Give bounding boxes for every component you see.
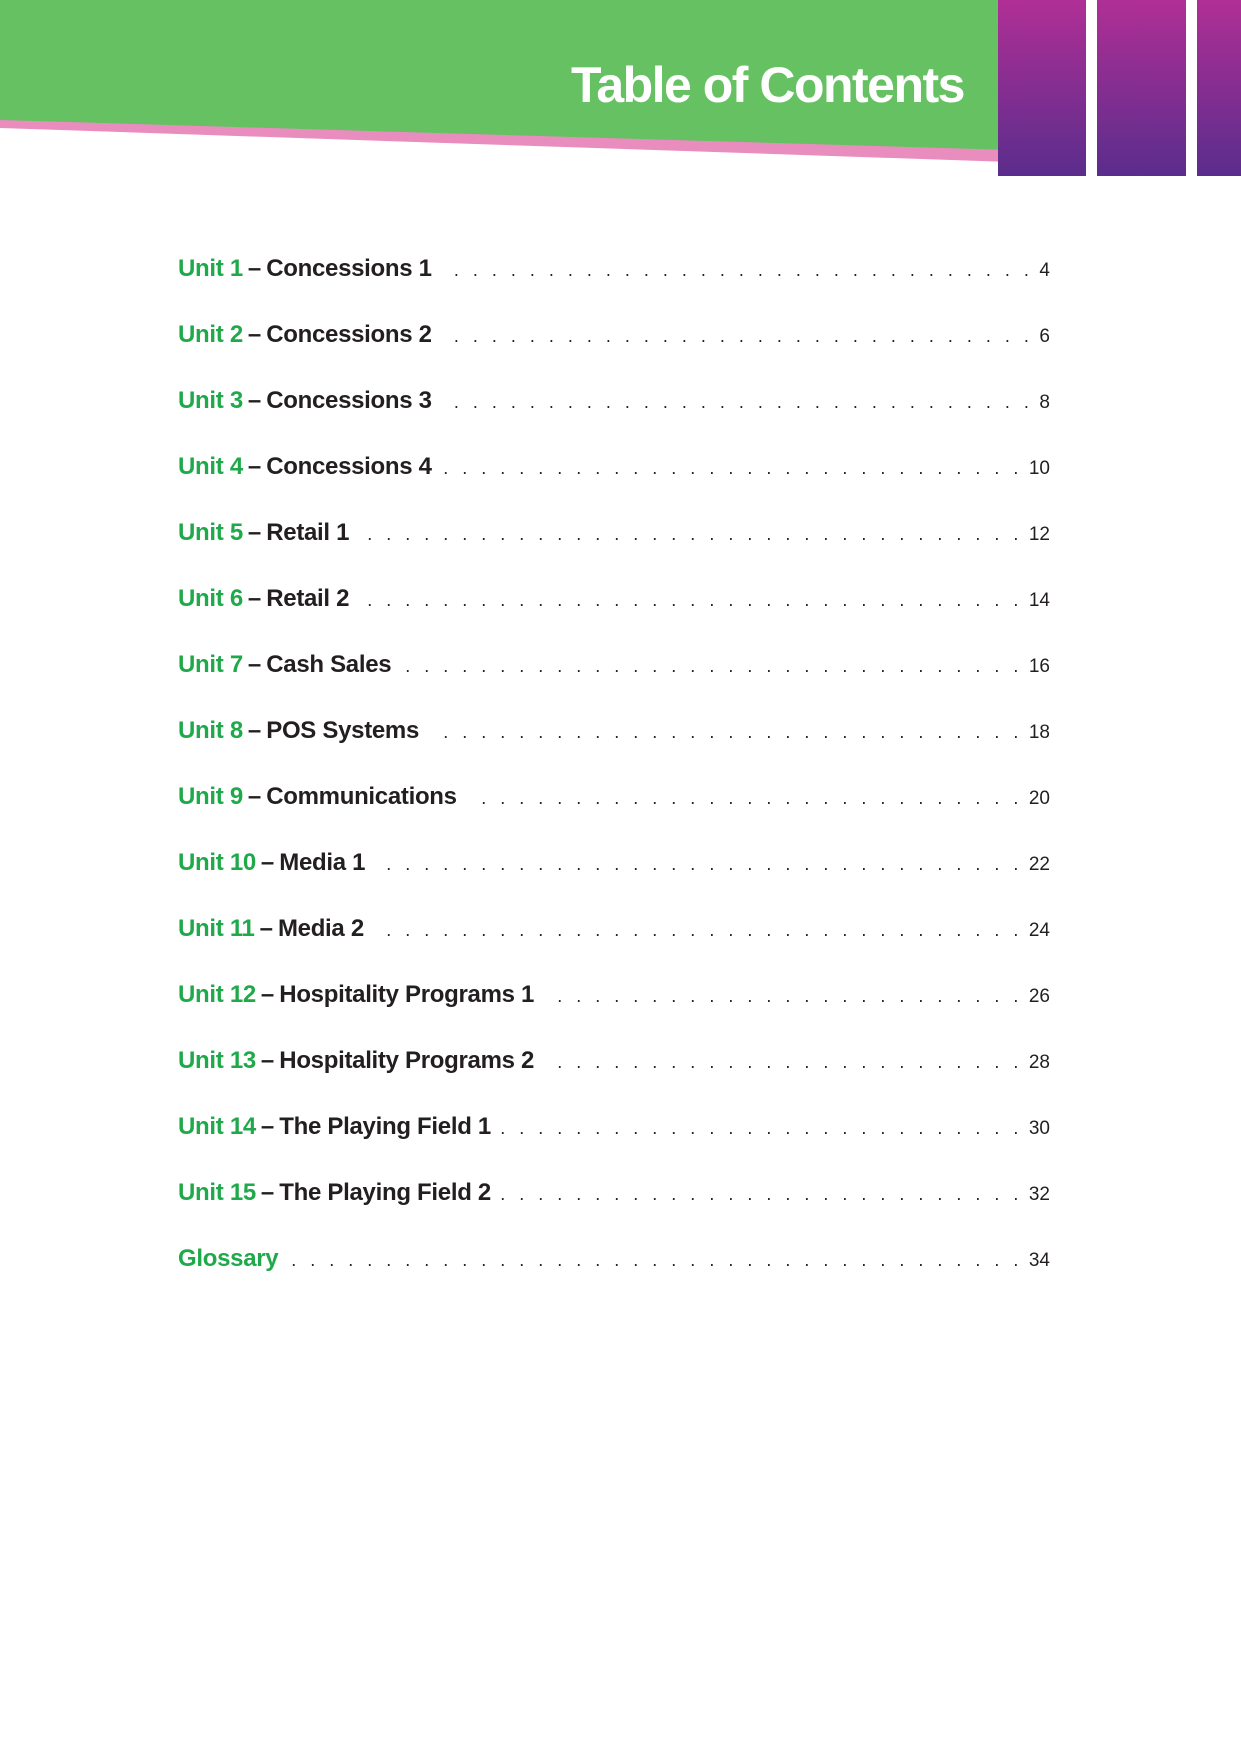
- toc-page-number: 8: [1039, 392, 1050, 413]
- toc-separator: –: [260, 981, 275, 1008]
- toc-page-number: 28: [1028, 1052, 1050, 1073]
- toc-entry[interactable]: [178, 1047, 1050, 1113]
- toc-page-number: 22: [1028, 854, 1050, 875]
- toc-page-number: 12: [1028, 524, 1050, 545]
- toc-entry[interactable]: [178, 849, 1050, 915]
- toc-entry-title: Communications: [266, 783, 457, 810]
- toc-entry-title: The Playing Field 1: [279, 1113, 491, 1140]
- toc-unit-label: Unit 12: [178, 981, 256, 1008]
- toc-unit-label: Unit 9: [178, 783, 243, 810]
- toc-entry[interactable]: [178, 387, 1050, 453]
- toc-unit-label: Unit 7: [178, 651, 243, 678]
- toc-separator: –: [260, 849, 275, 876]
- toc-entry-title: Concessions 3: [266, 387, 432, 414]
- toc-unit-label: Unit 3: [178, 387, 243, 414]
- dot-leader: [359, 524, 1023, 545]
- toc-entry-title: Media 1: [279, 849, 366, 876]
- toc-separator: –: [247, 717, 262, 744]
- toc-entry-title: The Playing Field 2: [279, 1179, 491, 1206]
- toc-separator: –: [247, 783, 262, 810]
- table-of-contents: [178, 255, 1050, 1311]
- toc-unit-label: Unit 13: [178, 1047, 256, 1074]
- toc-separator: –: [247, 651, 262, 678]
- dot-leader: [375, 854, 1023, 875]
- toc-separator: –: [259, 915, 273, 942]
- toc-unit-label: Unit 8: [178, 717, 243, 744]
- toc-unit-label: Unit 4: [178, 453, 243, 480]
- dot-leader: [429, 722, 1023, 743]
- toc-unit-label: Unit 15: [178, 1179, 256, 1206]
- toc-entry[interactable]: [178, 1179, 1050, 1245]
- toc-unit-label: Glossary: [178, 1245, 279, 1272]
- toc-page-number: 26: [1028, 986, 1050, 1007]
- toc-entry-title: Concessions 4: [266, 453, 432, 480]
- dot-leader: [501, 1118, 1023, 1139]
- toc-entry[interactable]: [178, 453, 1050, 519]
- toc-page-number: 4: [1039, 260, 1050, 281]
- toc-entry[interactable]: [178, 519, 1050, 585]
- dot-leader: [501, 1184, 1023, 1205]
- toc-page-number: 30: [1028, 1118, 1050, 1139]
- page-title: Table of Contents: [570, 57, 964, 113]
- dot-leader: [442, 458, 1023, 479]
- toc-separator: –: [247, 255, 262, 282]
- purple-tab-1: [998, 0, 1086, 176]
- dot-leader: [442, 260, 1034, 281]
- dot-leader: [401, 656, 1023, 677]
- header-banner: [0, 0, 1241, 180]
- toc-entry-title: Retail 2: [266, 585, 350, 612]
- toc-entry[interactable]: [178, 915, 1050, 981]
- toc-separator: –: [247, 519, 262, 546]
- toc-entry[interactable]: [178, 585, 1050, 651]
- toc-unit-label: Unit 14: [178, 1113, 256, 1140]
- toc-entry[interactable]: [178, 321, 1050, 387]
- toc-entry[interactable]: [178, 255, 1050, 321]
- purple-tab-3: [1197, 0, 1241, 176]
- toc-unit-label: Unit 6: [178, 585, 243, 612]
- toc-page-number: 32: [1028, 1184, 1050, 1205]
- toc-entry[interactable]: [178, 1113, 1050, 1179]
- toc-unit-label: Unit 1: [178, 255, 243, 282]
- toc-separator: –: [247, 321, 262, 348]
- toc-separator: –: [260, 1113, 275, 1140]
- toc-entry-title: Cash Sales: [266, 651, 392, 678]
- toc-page-number: 34: [1028, 1250, 1050, 1271]
- toc-separator: –: [260, 1047, 275, 1074]
- toc-page-number: 14: [1028, 590, 1050, 611]
- toc-entry[interactable]: [178, 717, 1050, 783]
- toc-unit-label: Unit 11: [178, 915, 255, 942]
- dot-leader: [467, 788, 1023, 809]
- toc-page-number: 24: [1028, 920, 1050, 941]
- toc-entry-title: Concessions 1: [266, 255, 432, 282]
- toc-page-number: 10: [1028, 458, 1050, 479]
- toc-entry-title: Media 2: [277, 915, 364, 942]
- dot-leader: [359, 590, 1023, 611]
- toc-entry[interactable]: [178, 651, 1050, 717]
- toc-entry-title: POS Systems: [266, 717, 420, 744]
- toc-entry-title: Retail 1: [266, 519, 350, 546]
- purple-tab-2: [1097, 0, 1186, 176]
- toc-separator: –: [247, 387, 262, 414]
- toc-entry-title: Hospitality Programs 2: [279, 1047, 535, 1074]
- toc-page-number: 16: [1028, 656, 1050, 677]
- dot-leader: [288, 1250, 1023, 1271]
- toc-entry-title: Concessions 2: [266, 321, 432, 348]
- toc-unit-label: Unit 10: [178, 849, 256, 876]
- toc-entry[interactable]: [178, 783, 1050, 849]
- toc-page-number: 6: [1039, 326, 1050, 347]
- toc-separator: –: [247, 585, 262, 612]
- toc-entry-title: Hospitality Programs 1: [279, 981, 535, 1008]
- dot-leader: [442, 326, 1034, 347]
- toc-unit-label: Unit 5: [178, 519, 243, 546]
- dot-leader: [442, 392, 1034, 413]
- toc-page-number: 18: [1028, 722, 1050, 743]
- toc-unit-label: Unit 2: [178, 321, 243, 348]
- toc-page-number: 20: [1028, 788, 1050, 809]
- dot-leader: [374, 920, 1023, 941]
- toc-separator: –: [260, 1179, 275, 1206]
- toc-entry[interactable]: [178, 981, 1050, 1047]
- dot-leader: [544, 986, 1023, 1007]
- toc-entry[interactable]: [178, 1245, 1050, 1311]
- toc-separator: –: [247, 453, 262, 480]
- dot-leader: [544, 1052, 1023, 1073]
